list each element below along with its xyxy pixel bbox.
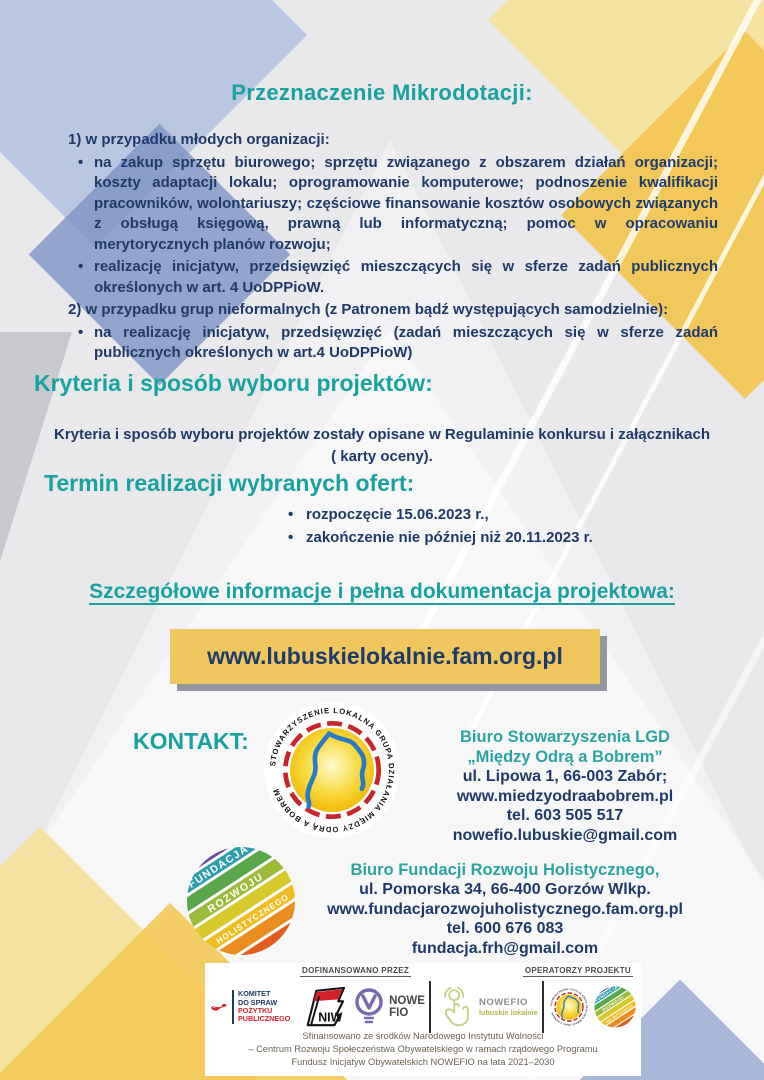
financed-note: Sfinansowano ze środków Narodowego Instytutu Wolności – Centrum Rozwoju Społeczeństwa Obywatelskiego w ramach rządowego Programu Fundusz Inicjatyw Obywatelskich NOWEFIO na lata 2021–2030	[248, 1031, 598, 1067]
criteria-heading: Kryteria i sposób wyboru projektów:	[34, 370, 433, 396]
page-title: Przeznaczenie Mikrodotacji:	[231, 80, 533, 105]
deadline-end: • zakończenie nie później niż 20.11.2023 r.	[288, 526, 593, 549]
footer-divider	[542, 981, 544, 1033]
nowe-fio-logo	[352, 987, 425, 1027]
nowefio-lubuskie-logo	[435, 984, 538, 1030]
frh-phone: tel. 600 676 083	[446, 920, 564, 937]
purpose-list-1	[68, 153, 718, 299]
purpose-item2-header: 2) w przypadku grup nieformalnych (z Patronem bądź występujących samodzielnie):	[68, 301, 669, 318]
operators-label: OPERATORZY PROJEKTU	[524, 966, 631, 975]
frh-email-link[interactable]: fundacja.frh@gmail.com	[411, 939, 599, 957]
lgd-office-name: Biuro Stowarzyszenia LGD	[460, 728, 670, 746]
deadline-list	[288, 503, 593, 549]
nowe-fio-text: NOWE FIO	[389, 994, 425, 1019]
purpose-bullet: • na zakup sprzętu biurowego; sprzętu związanego z obszarem działań organizacji; koszty adaptacji lokalu; oprogramowanie komputerowe; podnoszenie kwalifikacji pracowników, wolontariuszy; częściowe finansowanie kosztów osobowych związanych z obsługą księgową, prawną lub informatyczną; pomoc w opracowaniu merytorycznych planów rozwoju;	[68, 153, 718, 256]
project-url: www.lubuskielokalnie.fam.org.pl	[207, 643, 563, 669]
niw-logo	[298, 985, 348, 1029]
lgd-association-logo	[262, 700, 402, 840]
frh-website-link[interactable]: www.fundacjarozwojuholistycznego.fam.org.pl	[327, 900, 683, 918]
purpose-item1-header: 1) w przypadku młodych organizacji:	[68, 131, 330, 148]
lgd-email-link[interactable]: nowefio.lubuskie@gmail.com	[452, 826, 678, 844]
touch-hand-icon	[435, 984, 477, 1030]
frh-office-name: Biuro Fundacji Rozwoju Holistycznego,	[350, 861, 660, 879]
criteria-body	[0, 424, 764, 468]
deadline-heading: Termin realizacji wybranych ofert:	[44, 470, 415, 496]
project-url-button[interactable]	[170, 629, 600, 684]
niw-text: NIW	[318, 1010, 343, 1025]
contact-label: KONTAKT:	[133, 728, 249, 754]
lgd-website-link[interactable]: www.miedzyodraabobrem.pl	[456, 787, 674, 805]
frh-contact-block	[300, 860, 710, 958]
frh-address: ul. Pomorska 34, 66-400 Gorzów Wlkp.	[359, 881, 651, 898]
komitet-divider-bar	[232, 990, 234, 1024]
purpose-bullet: • realizację inicjatyw, przedsięwzięć mieszczących się w sferze zadań publicznych określonych w art. 4 UoDPPioW.	[68, 257, 718, 298]
purpose-bullet: • na realizację inicjatyw, przedsięwzięć (zadań mieszczących się w sferze zadań publicznych określonych w art.4 UoDPPioW)	[68, 323, 718, 364]
lgd-address: ul. Lipowa 1, 66-003 Zabór;	[462, 768, 668, 785]
info-heading: Szczegółowe informacje i pełna dokumentacja projektowa:	[89, 580, 675, 603]
criteria-body-line: Kryteria i sposób wyboru projektów zostały opisane w Regulaminie konkursu i załącznikach	[53, 426, 710, 443]
polish-eagle-icon	[210, 1000, 228, 1014]
criteria-body-line: ( karty oceny).	[331, 448, 433, 465]
footer-logo-strip	[205, 963, 641, 1076]
komitet-text: KOMITET DO SPRAW POŻYTKU PUBLICZNEGO	[238, 989, 291, 1024]
purpose-list-2	[68, 323, 718, 364]
nowefio-lubuskie-text: NOWEFIO lubuskie lokalnie	[478, 997, 538, 1017]
lgd-contact-block	[410, 727, 720, 845]
purpose-section	[68, 130, 718, 366]
nowe-fio-bulb-icon	[352, 987, 386, 1027]
frh-foundation-logo-small	[594, 986, 636, 1028]
lgd-office-name: „Między Odrą a Bobrem”	[467, 748, 663, 766]
komitet-pozytku-logo	[210, 990, 294, 1024]
lgd-phone: tel. 603 505 517	[506, 807, 624, 824]
financed-by-label: DOFINANSOWANO PRZEZ	[302, 966, 410, 975]
lgd-association-logo-small	[548, 986, 590, 1028]
deadline-start: • rozpoczęcie 15.06.2023 r.,	[288, 503, 593, 526]
frh-foundation-logo	[186, 846, 296, 956]
footer-logos-row	[210, 979, 636, 1035]
footer-divider	[429, 981, 431, 1033]
